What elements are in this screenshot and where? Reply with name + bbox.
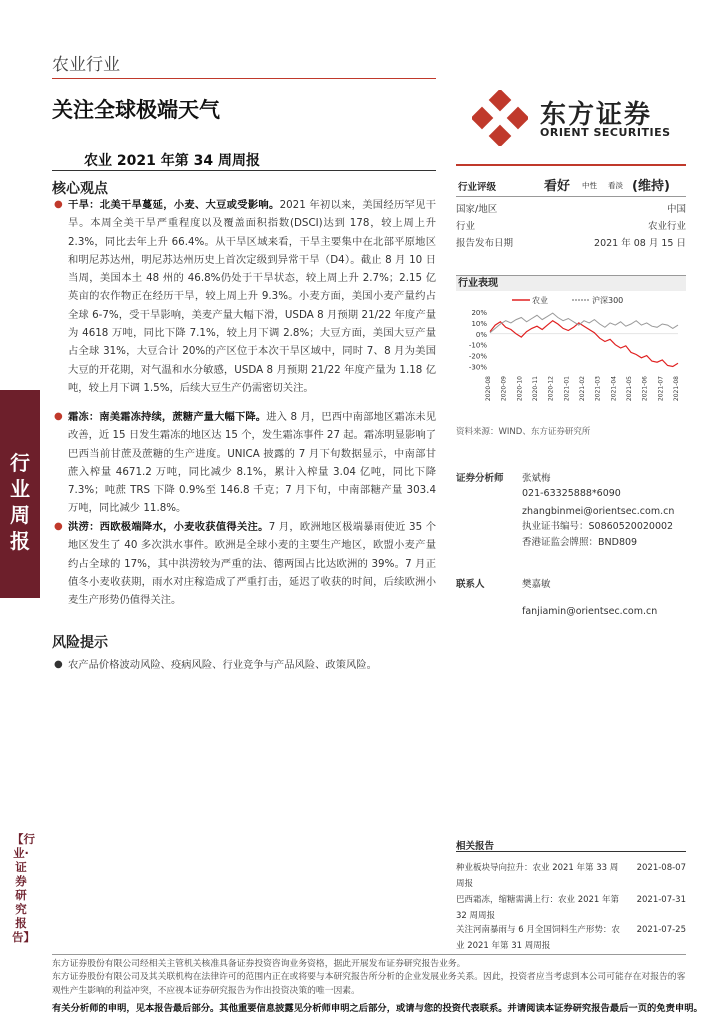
bullet-icon: ● (54, 199, 63, 210)
related-item[interactable] (456, 860, 686, 892)
chart-source: 资料来源：WIND、东方证券研究所 (456, 427, 591, 437)
series-line-csi300 (490, 313, 678, 333)
footer-line-1: 东方证券股份有限公司经相关主管机关核准具备证券投资咨询业务资格，据此开展发布证券研究报告业务。 (52, 959, 466, 969)
x-tick-label: 2020-08 (485, 376, 492, 402)
y-tick-label: 10% (471, 319, 487, 328)
rating-bearish: 看淡 (608, 181, 623, 190)
x-tick-label: 2020-09 (500, 376, 508, 402)
risk-heading: 风险提示 (52, 635, 108, 651)
contact-name: 樊嘉敏 (522, 579, 551, 590)
x-tick-label: 2021-08 (673, 376, 680, 402)
report-subtitle: 农业 2021 年第 34 周周报 (84, 153, 260, 169)
bullet-icon: ● (54, 521, 63, 532)
contact-role: 联系人 (456, 579, 485, 590)
y-tick-label: -30% (468, 363, 487, 372)
x-tick-label: 2021-02 (579, 376, 586, 402)
title-divider (52, 170, 436, 171)
core-point-text: 2021 年初以来，美国经历罕见干旱。本周全美干旱严重程度以及覆盖面积指数(DSCI)达到 178，较上周上升 2.3%，同比去年上升 66.4%。从干旱区域来看，干旱主要集中在北部平原地区和明尼苏达州，明尼苏达州历史上首次定级到异常干旱（D4）。截止 8 月 10 日当周，美国本土 48 州的 46.8%仍处于干旱状态，较上周上升 2.7%；2.15 亿英亩的农作物正在经历干旱，较上周上升 9.3%。小麦方面，美国小麦产量约占全球 6-7%，受干旱影响，美麦产量大幅下滑，USDA 8 月预期 21/22 年度产量为 4618 万吨，同比下降 7.1%，较上月下调 2.8%；大豆方面，美国大豆产量占全球 31%，大豆合计 20%的产区位于本次干旱区域中，同时 7、8 月为美国大豆的开花期，对气温和水分敏感，USDA 8 月预期 21/22 年度产量为 1.18 亿吨，较上月下调 1.5%，后续大豆生产仍需密切关注。 (68, 199, 436, 394)
core-point-3 (54, 518, 436, 609)
x-tick-label: 2020-11 (532, 376, 539, 402)
x-tick-label: 2021-07 (657, 376, 665, 402)
meta-row-industry (456, 218, 686, 232)
footer-line-2: 东方证券股份有限公司及其关联机构在法律许可的范围内正在或将要与本研究报告所分析的企业发展业务关系。因此，投资者应当考虑到本公司可能存在对报告的客观性产生影响的利益冲突，不应视本证券研究报告为作出投资决策的唯一因素。 (52, 972, 686, 996)
analyst-name: 张斌梅 (522, 473, 551, 484)
related-item[interactable] (456, 892, 686, 924)
industry-divider (52, 78, 436, 79)
bullet-icon: ● (54, 411, 63, 422)
related-title[interactable]: 巴西霜冻，缩糖需满上行：农业 2021 年第 32 周周报 (456, 895, 620, 921)
legend-label: 沪深300 (592, 296, 624, 305)
logo-en: ORIENT SECURITIES (540, 126, 671, 139)
x-tick-label: 2020-10 (516, 376, 524, 402)
related-title[interactable]: 种业板块导向拉升：农业 2021 年第 33 周周报 (456, 863, 619, 889)
company-logo-icon (472, 90, 528, 146)
related-date: 2021-07-31 (636, 895, 686, 905)
meta-key: 报告发布日期 (456, 238, 514, 249)
vertical-label: 【行业·证券研究报告】 (12, 832, 35, 944)
core-point-bold: 洪涝：西欧极端降水，小麦收获值得关注。 (68, 521, 269, 533)
y-tick-label: 20% (471, 309, 487, 317)
footer-divider (52, 954, 686, 955)
related-item[interactable] (456, 922, 686, 954)
meta-value: 农业行业 (647, 221, 686, 232)
analyst-cert: 执业证书编号：S0860520020002 (522, 521, 674, 532)
core-heading: 核心观点 (52, 181, 108, 197)
risk-point (54, 656, 436, 674)
related-title[interactable]: 关注河南暴雨与 6 月全国饲料生产形势：农业 2021 年第 31 周周报 (456, 925, 620, 951)
side-tab-label: 行业周报 (10, 451, 30, 553)
y-tick-label: 0% (475, 330, 487, 339)
x-tick-label: 2021-01 (563, 376, 571, 402)
core-point-bold: 干旱：北美干旱蔓延，小麦、大豆或受影响。 (68, 199, 280, 211)
y-tick-label: -20% (468, 352, 487, 361)
footer-disclaimer: 有关分析师的申明，见本报告最后部分。其他重要信息披露见分析师申明之后部分，或请与您的投资代表联系。并请阅读本证券研究报告最后一页的免责申明。 (52, 1003, 703, 1014)
analyst-role: 证券分析师 (456, 473, 504, 484)
industry-performance-chart (456, 292, 686, 422)
x-tick-label: 2021-05 (626, 376, 633, 402)
page-title: 关注全球极端天气 (52, 98, 220, 122)
rating-neutral: 中性 (582, 181, 597, 190)
related-date: 2021-08-07 (636, 863, 686, 873)
contact-email[interactable]: fanjiamin@orientsec.com.cn (522, 606, 658, 617)
rating-main: 看好 (544, 179, 571, 194)
core-point-bold: 霜冻：南美霜冻持续，蔗糖产量大幅下降。 (68, 411, 267, 423)
chart-heading: 行业表现 (456, 275, 686, 291)
meta-value: 中国 (666, 204, 686, 215)
x-tick-label: 2021-04 (610, 376, 618, 402)
risk-text: 农产品价格波动风险、疫病风险、行业竞争与产品风险、政策风险。 (68, 659, 377, 671)
core-point-1 (54, 196, 436, 397)
legend-label: 农业 (532, 296, 548, 305)
x-tick-label: 2020-12 (547, 376, 555, 402)
analyst-email[interactable]: zhangbinmei@orientsec.com.cn (522, 506, 675, 517)
analyst-hk: 香港证监会牌照：BND809 (522, 537, 638, 548)
rating-label: 行业评级 (458, 182, 497, 193)
rating-row (456, 175, 686, 197)
related-heading: 相关报告 (456, 838, 686, 852)
core-point-text: 7 月，欧洲地区极端暴雨使近 35 个地区发生了 40 多次洪水事件。欧洲是全球小麦的主要生产地区，欧盟小麦产量约占全球的 17%，其中洪涝较为严重的法、德两国占比达欧洲的 39%。7 月正值冬小麦收获期，雨水对庄稼造成了严重打击，延迟了收获的时间，后续欧洲小麦生产形势仍值得关注。 (68, 521, 436, 607)
related-date: 2021-07-25 (636, 925, 686, 935)
analyst-phone: 021-63325888*6090 (522, 488, 621, 499)
meta-row-country (456, 201, 686, 215)
y-tick-label: -10% (468, 341, 487, 350)
core-point-text: 进入 8 月，巴西中南部地区霜冻未见改善，近 15 日发生霜冻的地区达 15 个，发生霜冻事件 27 起。霜冻明显影响了巴西当前甘蔗及蔗糖的生产进度。UNICA 披露的 7 月下旬数据显示，中南部甘蔗入榨量 4671.2 万吨，同比减少 8.1%，累计入榨量 3.04 亿吨，同比下降 7.3%；吨蔗 TRS 下降 0.9%至 146.8 千克；7 月下旬，中南部糖产量 303.4 万吨，同比减少 11.8%。 (68, 411, 436, 515)
core-point-2 (54, 408, 436, 518)
right-divider (456, 164, 686, 166)
industry-label: 农业行业 (52, 55, 120, 75)
logo-cn: 东方证券 (540, 100, 653, 130)
series-line-agriculture (490, 321, 678, 367)
meta-key: 国家/地区 (456, 204, 498, 215)
meta-value: 2021 年 08 月 15 日 (594, 238, 686, 249)
bullet-icon: ● (54, 659, 63, 670)
meta-key: 行业 (456, 221, 476, 232)
meta-row-date (456, 235, 686, 249)
x-tick-label: 2021-03 (594, 376, 602, 402)
x-tick-label: 2021-06 (641, 376, 649, 402)
rating-keep: (维持) (632, 179, 670, 194)
